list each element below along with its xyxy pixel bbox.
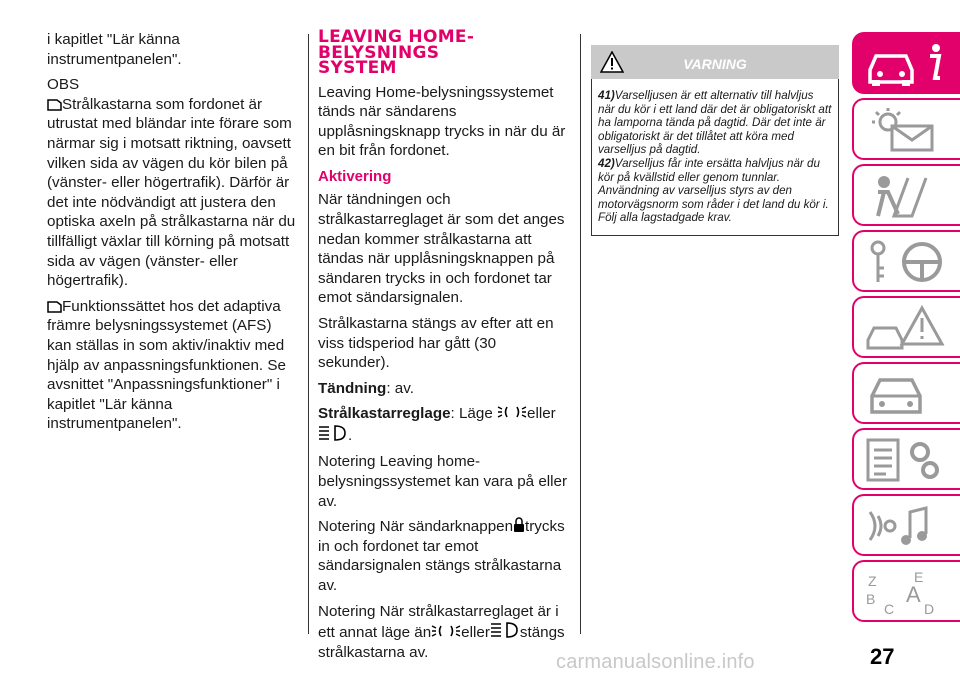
tab-maintenance[interactable] xyxy=(852,362,960,424)
column-left xyxy=(47,30,297,440)
bullet-afs: Funktionssättet hos det adaptiva främre belysningssystemet (AFS) kan ställas in som aktiv/inaktiv med hjälp av anpassningsfunktionen. Se avsnittet "Anpassningsfunktioner" i kapitlet "Lär känna instrumentpanelen". xyxy=(47,297,286,433)
column-divider xyxy=(308,34,309,634)
watermark: carmanualsonline.info xyxy=(556,651,755,673)
low-beam-icon xyxy=(318,424,348,442)
warning-header xyxy=(591,45,839,79)
ignition-line: Tändning: av. xyxy=(318,379,414,397)
bullet-headlamp-glare: Strålkastarna som fordonet är utrustat med bländar inte förare som närmar sig i motsatt riktning, oavsett vilken sida av vägen du kör bilen på (vänster- eller högertrafik). Därför är det inte nödvändigt att justera den optiska axeln på strålkastarna när du tillfälligt växlar till körning på motsatt sida av vägen (vänster- eller högertrafik). xyxy=(47,95,296,290)
airbag-seat-icon xyxy=(864,172,954,222)
tab-starting-driving[interactable] xyxy=(852,230,960,292)
warning-body xyxy=(591,79,839,236)
specs-gear-icon xyxy=(864,436,954,486)
intro-paragraph: Leaving Home-belysningssystemet tänds när sändarens upplåsningsknapp trycks in när du är en bit från fordonet. xyxy=(318,83,566,160)
index-letter: A xyxy=(906,582,921,607)
multimedia-icon xyxy=(864,502,954,552)
index-letter: C xyxy=(884,601,895,617)
warning-lights-icon xyxy=(864,106,954,156)
subheading-activation: Aktivering xyxy=(318,167,392,185)
car-info-icon xyxy=(864,40,954,90)
key-steering-icon xyxy=(864,238,954,288)
warning-item-42: 42)Varselljus får inte ersätta halvljus när du kör på kvällstid eller genom tunnlar. Användning av varselljus styrs av den motorvägsnorm som råder i det land du kör i. Följ alla lagstadgade krav. xyxy=(598,156,829,225)
section-title: LEAVING HOME- BELYSNINGS SYSTEM xyxy=(318,27,475,78)
index-letter: E xyxy=(914,569,924,585)
parking-lights-icon xyxy=(431,623,461,639)
warning-item-41: 41)Varselljusen är ett alternativ till halvljus när du kör i ett land där det är obligatoriskt att ha lamporna tända på dagtid. Där det inte är obligatoriskt är det tillåtet att köra med varselljus på dagtid. xyxy=(598,89,832,157)
index-letter: Z xyxy=(868,573,877,589)
index-icon xyxy=(864,568,954,618)
note-3: Notering När strålkastarreglaget är i ett annat läge än eller stängs strålkastarna av. xyxy=(318,602,565,661)
column-divider xyxy=(580,34,581,634)
warning-title: VARNING xyxy=(683,56,747,72)
tab-index[interactable] xyxy=(852,560,960,622)
low-beam-icon xyxy=(490,621,520,639)
tab-warning-lights[interactable] xyxy=(852,98,960,160)
accident-icon xyxy=(864,304,954,354)
tab-safety[interactable] xyxy=(852,164,960,226)
chapter-tabs xyxy=(852,32,960,626)
index-letter: D xyxy=(924,601,935,617)
column-middle xyxy=(318,27,570,668)
paragraph-continuation: i kapitlet "Lär känna instrumentpanelen". xyxy=(47,31,182,68)
parking-lights-icon xyxy=(497,404,527,420)
bullet-icon xyxy=(47,301,62,313)
switch-line: Strålkastarreglage: Läge eller . xyxy=(318,405,556,445)
warning-box xyxy=(591,45,839,236)
note-1: Notering Leaving home-belysningssystemet kan vara på eller av. xyxy=(318,453,568,510)
activation-paragraph-1: När tändningen och strålkastarreglaget är som det anges nedan kommer strålkastarna att tändas när upplåsningsknappen på sändaren trycks in och fordonet tar emot sändarsignalen. xyxy=(318,191,565,307)
page-number: 27 xyxy=(870,644,895,669)
car-service-icon xyxy=(864,370,954,420)
lock-icon xyxy=(513,517,525,533)
activation-paragraph-2: Strålkastarna stängs av efter att en viss tidsperiod har gått (30 sekunder). xyxy=(318,315,554,372)
tab-emergency[interactable] xyxy=(852,296,960,358)
bullet-icon xyxy=(47,99,62,111)
tab-multimedia[interactable] xyxy=(852,494,960,556)
tab-car-info[interactable] xyxy=(852,32,960,94)
index-letter: B xyxy=(866,591,876,607)
note-2: Notering När sändarknappen trycks in och fordonet tar emot sändarsignalen stängs strålkastarna av. xyxy=(318,518,565,594)
obs-label: OBS xyxy=(47,76,80,94)
tab-technical-data[interactable] xyxy=(852,428,960,490)
